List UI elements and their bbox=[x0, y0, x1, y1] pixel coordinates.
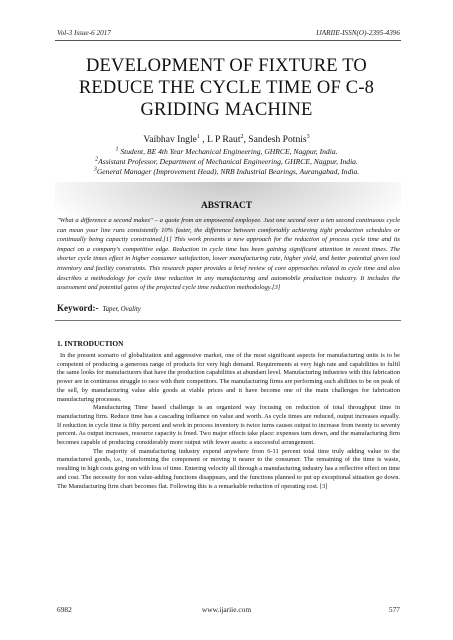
affiliation-1-text: Student, BE 4th Year Mechanical Engineering, GHRCE, Nagpur, India. bbox=[118, 147, 338, 156]
paragraph-3: The majority of manufacturing industry expend anywhere from 6-11 percent total time truly adding value to the manufactured goods, i.e., transforming the component or moving it nearer to the consumer. The remaining of the time is waste, resulting in high costs going on with loss of time. Entering velocity all through a manufacturing industry has a reflective effect on time and cost. The necessity for non value-adding functions disappears, and the functions planned to put up exceptional situation go down. The Manufacturing firm chart becomes flat. Following this is a remarkable reduction of operating cost. [3] bbox=[57, 447, 400, 490]
title-line-2: REDUCE THE CYCLE TIME OF C-8 bbox=[78, 78, 375, 98]
author-sep-1: , bbox=[199, 134, 208, 145]
paragraph-2: Manufacturing Time based challenge is an organized way focusing on reduction of total throughput time in manufacturing firm. Reduce time has a cascading influence on value and worth. As cycle times are reduced, output increases equally. If reduction in cycle time is fifty percent and work in process inventory is twice turns causes output to increase from twenty to seventy percent. As output increases, resource capacity is freed. Two major effects take place: expenses turn down, and the manufacturing firm becomes capable of producing considerably more output with fewer assets: a successful arrangement. bbox=[57, 404, 400, 447]
footer-website: www.ijariie.com bbox=[201, 605, 252, 614]
affiliation-2-sup: 2 bbox=[95, 156, 99, 163]
affiliation-2 bbox=[50, 157, 403, 166]
keywords bbox=[57, 303, 141, 313]
header-divider bbox=[55, 40, 401, 41]
paragraph-1: In the present scenario of globalization and aggressive market, one of the most significant aspects for manufacturing units is to be competent of producing a generous range of products for very high demand. Requirements at very high rate and capabilities to fulfil the same looks for manufacturers that have the production capabilities at abundant level. Manufacturing industries with this fabrication power are in continuous struggle to race with their competitors. The manufacturing firms are performing such abilities to be on peak of the sell, by manufacturing value able goods at viable prices and it have become one of the main challenges for fabrication manufacturing processes. bbox=[57, 352, 400, 403]
author-2: L P Raut bbox=[207, 134, 241, 145]
header-volume: Vol-3 Issue-6 2017 bbox=[57, 29, 111, 37]
affiliation-3 bbox=[50, 167, 403, 176]
footer-paper-id: 6982 bbox=[57, 605, 72, 614]
section-body bbox=[57, 352, 400, 491]
header-issn: IJARIIE-ISSN(O)-2395-4396 bbox=[316, 29, 400, 37]
keywords-divider bbox=[55, 320, 401, 321]
title-line-1: DEVELOPMENT OF FIXTURE TO bbox=[86, 56, 367, 76]
author-sep-2: , bbox=[243, 134, 249, 145]
author-1-sup: 1 bbox=[196, 133, 200, 140]
footer-page-number: 577 bbox=[388, 605, 400, 614]
keywords-label: Keyword:- bbox=[57, 303, 99, 313]
affiliation-1 bbox=[50, 147, 403, 156]
section-heading: 1. INTRODUCTION bbox=[57, 339, 124, 348]
author-list bbox=[50, 134, 403, 145]
affiliation-2-text: Assistant Professor, Department of Mechanical Engineering, GHRCE, Nagpur, India. bbox=[98, 157, 358, 166]
author-3-sup: 3 bbox=[306, 133, 310, 140]
affiliation-3-text: General Manager (Improvement Head), NRB Industrial Bearings, Aurangabad, India. bbox=[96, 167, 360, 176]
author-3: Sandesh Potnis bbox=[248, 134, 307, 145]
author-2-sup: 2 bbox=[240, 133, 244, 140]
keywords-value: Taper, Ovality bbox=[102, 306, 141, 313]
affiliation-1-sup: 1 bbox=[115, 146, 119, 153]
abstract-text: "What a difference a second makes" – a quote from an empowered employee. Just one second over a ten second continuous cycle can mean your line runs consistently 10% faster, the difference between comfortably achieving tight production schedules or continually being capacity constrained.[1] This work presents a new approach for the reduction of process cycle time and its impact on a company's competitive edge. Reduction in cycle time has been gaining significant attention in recent times. The shorter cycle times effect in higher consumer satisfaction, lower manufacturing rate, higher yield, and better potential given tool inventory and facility constraints. This research paper provides a brief review of core approaches related to cycle time and also describes a methodology for cycle time reduction in any manufacturing and automobile production industry. It includes the assessment and potential gains of the projected cycle time reduction methodology.[3] bbox=[57, 217, 400, 292]
affiliation-3-sup: 3 bbox=[93, 166, 97, 173]
paper-title bbox=[50, 55, 403, 121]
abstract-heading: ABSTRACT bbox=[200, 201, 253, 211]
title-line-3: GRIDING MACHINE bbox=[140, 100, 313, 120]
author-1: Vaibhav Ingle bbox=[143, 134, 197, 145]
